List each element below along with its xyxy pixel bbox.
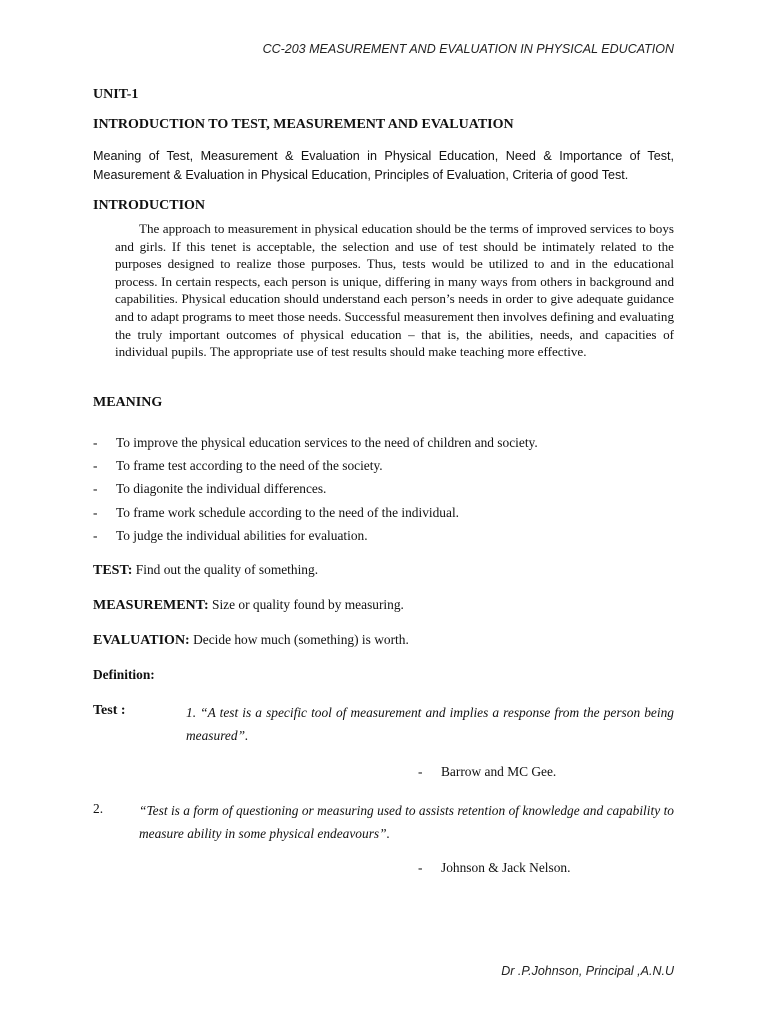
page-footer: Dr .P.Johnson, Principal ,A.N.U (501, 964, 674, 978)
quote-2-author (418, 860, 570, 876)
list-item (93, 501, 683, 524)
list-item-text: To judge the individual abilities for evaluation. (116, 527, 368, 543)
bullet-dash: - (93, 504, 98, 520)
definition-quote-2: “Test is a form of questioning or measuring used to assists retention of knowledge and capability to measure ability in some physical endeavours”. (139, 803, 674, 841)
meaning-heading: MEANING (93, 395, 163, 410)
term-test (93, 562, 318, 579)
unit-heading: UNIT-1 (93, 87, 139, 102)
list-item-text: To frame work schedule according to the need of the individual. (116, 504, 460, 520)
quote-1-author (418, 764, 556, 780)
definition-quote-1 (186, 702, 674, 747)
quote-2-number: 2. (93, 801, 104, 816)
bullet-dash: - (93, 481, 98, 497)
term-definition: Find out the quality of something. (135, 562, 319, 577)
quote-number: 1. (186, 705, 197, 720)
page-title: INTRODUCTION TO TEST, MEASUREMENT AND EVALUATION (93, 117, 514, 132)
author-dash: - (418, 764, 423, 779)
term-label: EVALUATION: (93, 633, 190, 648)
definition-heading: Definition: (93, 667, 155, 682)
term-definition: Size or quality found by measuring. (212, 597, 404, 612)
term-label: MEASUREMENT: (93, 598, 209, 613)
bullet-dash: - (93, 458, 98, 474)
list-item-text: To diagonite the individual differences. (116, 481, 327, 497)
list-item (93, 524, 683, 547)
term-label: TEST: (93, 563, 133, 578)
introduction-paragraph: The approach to measurement in physical education should be the terms of improved services to boys and girls. If this tenet is acceptable, the selection and use of test should be intimately related to the purposes designed to realize those purposes. Thus, tests would be utilized to and in the educational process. In certain respects, each person is unique, differing in many ways from others in background and capabilities. Physical education should understand each person’s needs in order to give adequate guidance and to adapt programs to meet those needs. Successful measurement then involves defining and evaluating the truly important outcomes of physical education – that is, the abilities, needs, and capacities of individual pupils. The appropriate use of test results should make teaching more effective. (115, 221, 674, 360)
author-name: Johnson & Jack Nelson. (441, 860, 571, 875)
term-definition: Decide how much (something) is worth. (193, 632, 409, 647)
list-item (93, 477, 683, 500)
introduction-heading: INTRODUCTION (93, 198, 206, 213)
bullet-dash: - (93, 527, 98, 543)
term-evaluation (93, 632, 409, 649)
unit-summary: Meaning of Test, Measurement & Evaluation in Physical Education, Need & Importance of Test, Measurement & Evaluation in Physical Education, Principles of Evaluation, Criteria of good Test. (93, 149, 674, 182)
list-item (93, 454, 683, 477)
author-name: Barrow and MC Gee. (441, 764, 557, 779)
term-measurement (93, 597, 404, 614)
list-item (93, 431, 683, 454)
meaning-list (93, 431, 683, 547)
page-header: CC-203 MEASUREMENT AND EVALUATION IN PHYSICAL EDUCATION (262, 42, 674, 56)
quote-text: “A test is a specific tool of measurement and implies a response from the person being measured”. (186, 705, 674, 743)
author-dash: - (418, 860, 423, 875)
list-item-text: To frame test according to the need of the society. (116, 458, 383, 474)
bullet-dash: - (93, 435, 98, 450)
list-item-text: To improve the physical education services to the need of children and society. (116, 435, 538, 450)
test-definition-label: Test : (93, 703, 126, 718)
